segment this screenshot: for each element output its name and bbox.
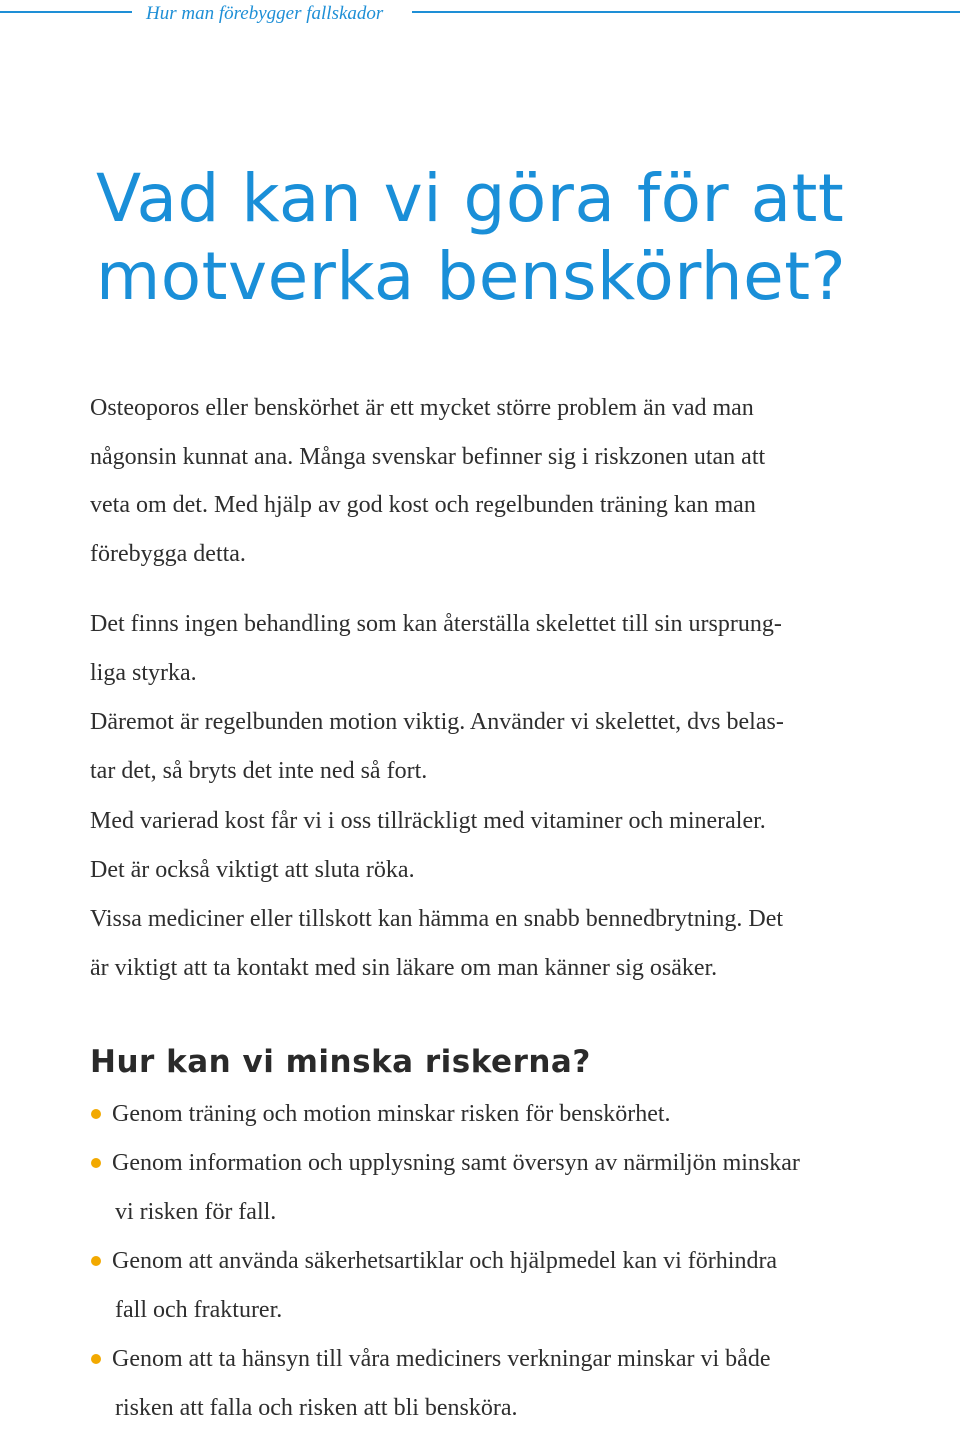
paragraph-line: Däremot är regelbunden motion viktig. Använder vi skelettet, dvs belas-: [90, 709, 784, 735]
paragraph-line: liga styrka.: [90, 659, 197, 686]
list-item: [90, 1237, 950, 1335]
list-item: [90, 1090, 950, 1139]
paragraph-line: är viktigt att ta kontakt med sin läkare om man känner sig osäker.: [90, 954, 718, 981]
paragraph-line: Det är också viktigt att sluta röka.: [90, 857, 415, 883]
paragraph-line: Vissa mediciner eller tillskott kan hämma en snabb bennedbrytning. Det: [90, 906, 784, 932]
bullet-dot-icon: [91, 1256, 101, 1266]
paragraph-line: Med varierad kost får vi i oss tillräckligt med vitaminer och mineraler.: [90, 808, 766, 834]
page-title-line-1: Vad kan vi göra för att: [96, 160, 845, 237]
list-item-line: Genom att använda säkerhetsartiklar och hjälpmedel kan vi förhindra: [112, 1248, 778, 1274]
paragraph-diet: [90, 797, 920, 846]
paragraph-line: Osteoporos eller benskörhet är ett mycket större problem än vad man: [90, 395, 754, 421]
paragraph-line: veta om det. Med hjälp av god kost och regelbunden träning kan man: [90, 492, 756, 518]
header-rule-right: [412, 11, 960, 13]
bullet-dot-icon: [91, 1354, 101, 1364]
bullet-dot-icon: [91, 1158, 101, 1168]
risk-reduction-list: [90, 1090, 950, 1433]
list-item: [90, 1139, 950, 1237]
paragraph-line: förebygga detta.: [90, 540, 246, 567]
paragraph-medicine: [90, 895, 920, 992]
paragraph-exercise: [90, 698, 920, 795]
paragraph-intro: [90, 384, 920, 578]
paragraph-line: Det finns ingen behandling som kan återställa skelettet till sin ursprung-: [90, 611, 782, 637]
bullet-dot-icon: [91, 1109, 101, 1119]
section-heading: Hur kan vi minska riskerna?: [90, 1044, 591, 1080]
page-title: [96, 160, 936, 316]
paragraph-line: någonsin kunnat ana. Många svenskar befinner sig i riskzonen utan att: [90, 443, 766, 470]
paragraph-smoking: [90, 846, 920, 895]
list-item: [90, 1335, 950, 1433]
header-rule-left: [0, 11, 132, 13]
list-item-line: risken att falla och risken att bli bensköra.: [115, 1395, 518, 1421]
paragraph-line: tar det, så bryts det inte ned så fort.: [90, 757, 428, 784]
list-item-line: Genom träning och motion minskar risken för benskörhet.: [112, 1101, 671, 1127]
running-header: [0, 0, 960, 32]
paragraph-no-treatment: [90, 600, 920, 697]
list-item-line: vi risken för fall.: [115, 1199, 277, 1225]
list-item-line: fall och frakturer.: [115, 1297, 283, 1323]
list-item-line: Genom information och upplysning samt översyn av närmiljön minskar: [112, 1150, 800, 1176]
list-item-line: Genom att ta hänsyn till våra mediciners verkningar minskar vi både: [112, 1346, 771, 1372]
running-title: Hur man förebygger fallskador: [146, 3, 384, 24]
page-title-line-2: motverka benskörhet?: [96, 238, 847, 315]
